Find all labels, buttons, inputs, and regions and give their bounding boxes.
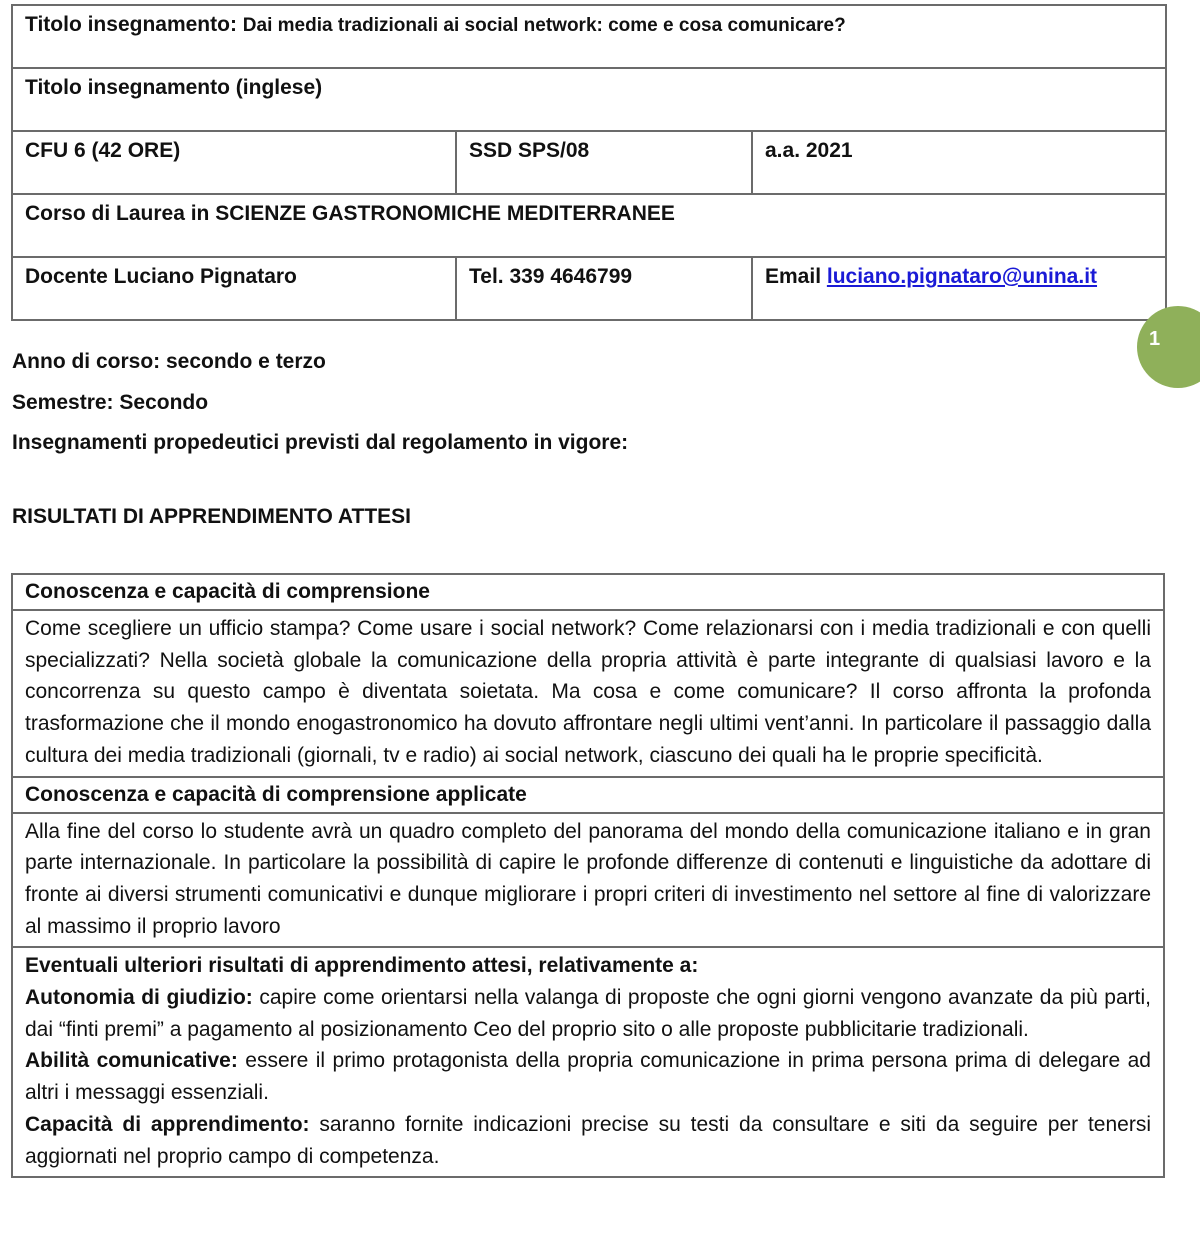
cfu-value: CFU 6 (42 ORE)	[25, 139, 181, 162]
applied-text: Alla fine del corso lo studente avrà un quadro completo del panorama del mondo della comunicazione italiano e in gran parte internazionale. In particolare la possibilità di capire le profonde differenze di contenuti e linguistiche da adottare di fronte ai diversi strumenti comunicativi e dunque migliorare i propri criteri di investimento nel settore al fine di valorizzare al massimo il proprio lavoro	[12, 813, 1164, 948]
judgement-autonomy-label: Autonomia di giudizio:	[25, 986, 253, 1010]
semester: Semestre: Secondo	[12, 391, 209, 414]
learning-skills-label: Capacità di apprendimento:	[25, 1112, 310, 1136]
academic-year-cell	[752, 131, 1166, 194]
course-title-en-cell	[12, 68, 1166, 131]
course-title-en-label: Titolo insegnamento (inglese)	[25, 76, 323, 99]
academic-year-value: a.a. 2021	[765, 139, 853, 162]
learning-outcomes-heading: RISULTATI DI APPRENDIMENTO ATTESI	[12, 505, 411, 528]
learning-skills-text: saranno fornite indicazioni precise su testi da consultare e siti da seguire per tenersi aggiornati nel proprio campo di competenza.	[25, 1112, 1152, 1168]
email-cell	[752, 257, 1166, 320]
year-of-course: Anno di corso: secondo e terzo	[12, 350, 326, 373]
applied-heading: Conoscenza e capacità di comprensione applicate	[12, 777, 1164, 813]
course-title-cell	[12, 5, 1166, 68]
further-outcomes-row	[12, 947, 1164, 1177]
email-link[interactable]: luciano.pignataro@unina.it	[826, 265, 1098, 288]
judgement-autonomy-item	[25, 982, 1151, 1045]
applied-heading-row	[12, 777, 1164, 813]
email-label: Email	[765, 265, 827, 288]
communication-skills-item	[25, 1045, 1151, 1108]
communication-skills-label: Abilità comunicative:	[25, 1049, 238, 1073]
knowledge-text: Come scegliere un ufficio stampa? Come usare i social network? Come relazionarsi con i media tradizionali e con quelli specializzati? Nella società globale la comunicazione della propria attività è parte integrante di qualsiasi lavoro e la concorrenza su questo campo è diventata soietata. Ma cosa e come comunicare? Il corso affronta la profonda trasformazione che il mondo enogastronomico ha dovuto affrontare negli ultimi vent’anni. In particolare il passaggio dalla cultura dei media tradizionali (giornali, tv e radio) ai social network, ciascuno dei quali ha le proprie specificità.	[12, 610, 1164, 777]
learning-skills-item	[25, 1109, 1151, 1172]
course-title-label: Titolo insegnamento:	[25, 13, 243, 36]
degree-course-cell	[12, 194, 1166, 257]
prerequisites: Insegnamenti propedeutici previsti dal regolamento in vigore:	[12, 431, 629, 454]
phone-value: Tel. 339 4646799	[469, 265, 633, 288]
degree-course-row	[12, 194, 1166, 257]
credits-row	[12, 131, 1166, 194]
course-title-en-row	[12, 68, 1166, 131]
phone-cell	[456, 257, 752, 320]
course-title-row	[12, 5, 1166, 68]
communication-skills-text: essere il primo protagonista della propria comunicazione in prima persona prima di delegare ad altri i messaggi essenziali.	[25, 1049, 1151, 1105]
teacher-value: Docente Luciano Pignataro	[25, 265, 297, 288]
learning-outcomes-table	[11, 573, 1165, 1178]
knowledge-heading-row	[12, 574, 1164, 610]
ssd-value: SSD SPS/08	[469, 139, 590, 162]
degree-course-value: Corso di Laurea in SCIENZE GASTRONOMICHE MEDITERRANEE	[25, 202, 675, 225]
teacher-row	[12, 257, 1166, 320]
knowledge-heading: Conoscenza e capacità di comprensione	[12, 574, 1164, 610]
further-outcomes-heading: Eventuali ulteriori risultati di apprendimento attesi, relativamente a:	[25, 954, 699, 978]
teacher-cell	[12, 257, 456, 320]
further-outcomes-cell	[12, 947, 1164, 1177]
ssd-cell	[456, 131, 752, 194]
knowledge-text-row	[12, 610, 1164, 777]
applied-text-row	[12, 813, 1164, 948]
cfu-cell	[12, 131, 456, 194]
course-info-table	[11, 4, 1167, 321]
page-number: 1	[1149, 328, 1161, 350]
judgement-autonomy-text: capire come orientarsi nella valanga di proposte che ogni giorni vengono avanzate da più parti, dai “finti premi” a pagamento al posizionamento Ceo del proprio sito o alle proposte pubblicitarie tradizionali.	[25, 986, 1151, 1041]
course-title-value: Dai media tradizionali ai social network: come e cosa comunicare?	[242, 15, 846, 36]
